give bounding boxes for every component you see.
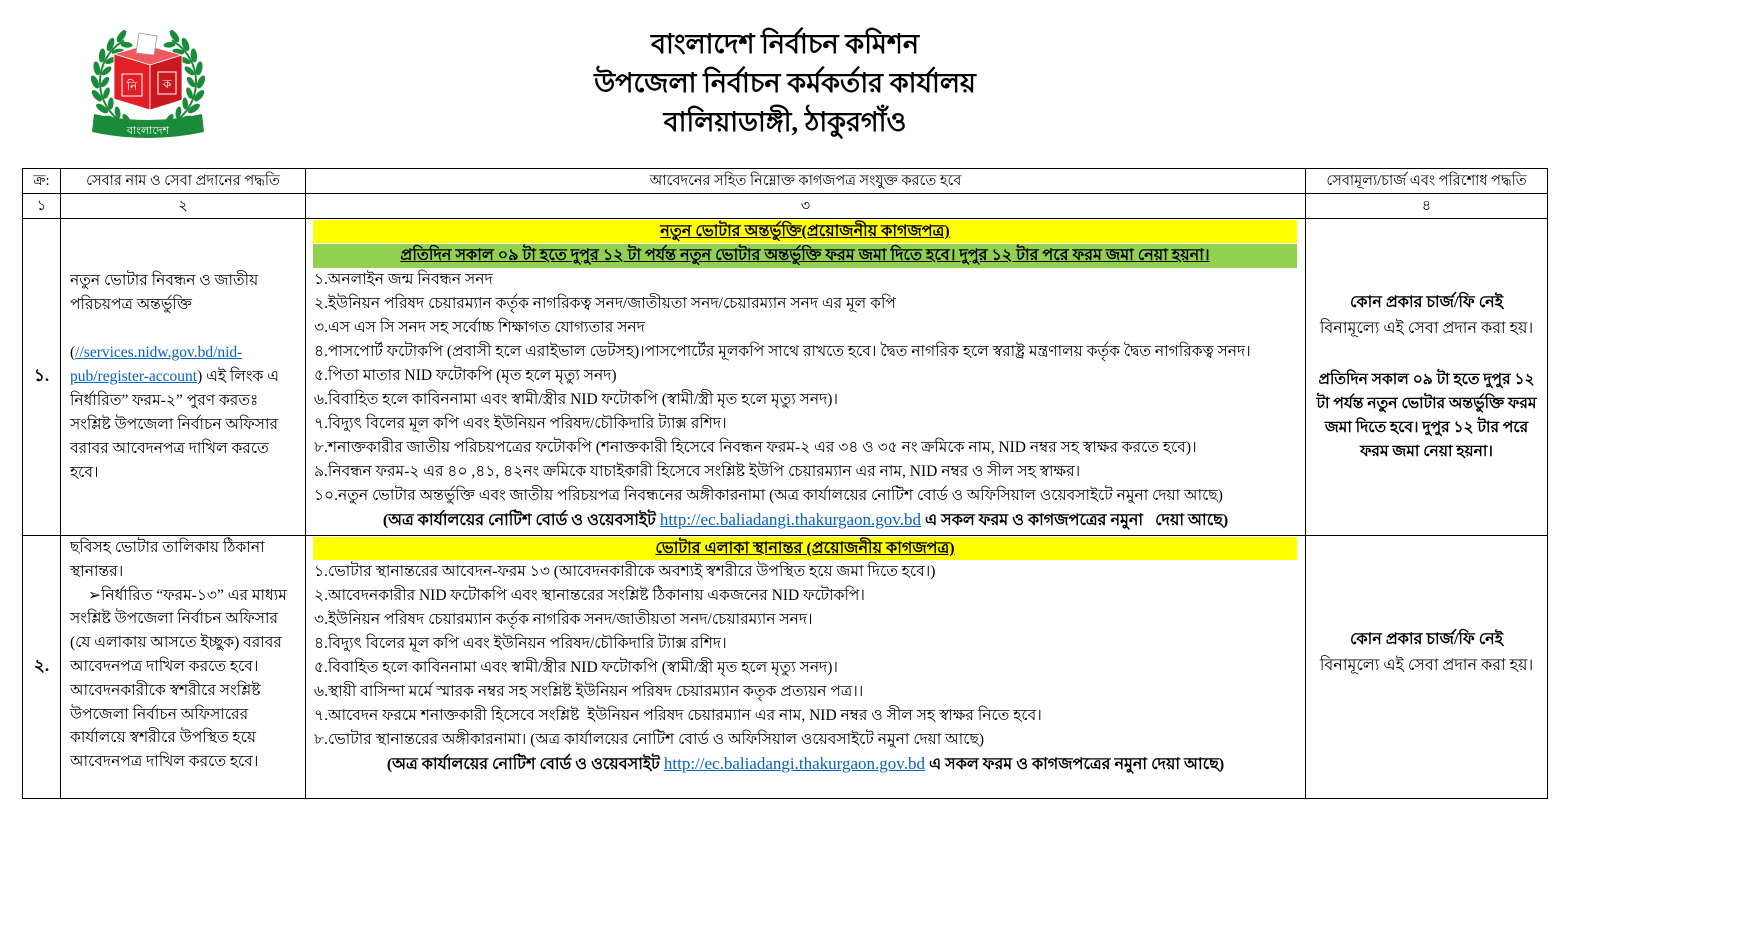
list-item: ১.ভোটার স্থানান্তরের আবেদন-ফরম ১৩ (আবেদনকারীকে অবশ্যই স্বশরীরে উপস্থিত হয়ে জমা দিতে হবে।) <box>314 563 936 580</box>
row-2-note-after: এ সকল ফরম ও কাগজপত্রের নমুনা দেয়া আছে) <box>924 756 1225 773</box>
logo-banner <box>92 114 204 138</box>
row-1-method-prefix: ( <box>70 344 76 361</box>
header-charge: সেবামূল্য/চার্জ এবং পরিশোধ পদ্ধতি <box>1306 169 1548 194</box>
logo-svg <box>78 22 218 142</box>
row-1-note-after: এ সকল ফরম ও কাগজপত্রের নমুনা দেয়া আছে) <box>920 512 1229 529</box>
row-1-documents-notice: প্রতিদিন সকাল ০৯ টা হতে দুপুর ১২ টা পর্যন্ত নতুন ভোটার অন্তর্ভুক্তি ফরম জমা দিতে হবে। দুপুর ১২ টার পরে ফরম জমা নেয়া হয়না। <box>313 244 1297 268</box>
row-1-service <box>61 219 306 536</box>
page-title-block <box>485 25 1085 142</box>
row-1-charge-text: বিনামূল্যে এই সেবা প্রদান করা হয়। <box>1319 320 1534 337</box>
arrow-bullet-icon: ➢ <box>88 585 101 604</box>
list-item: ৬.বিবাহিত হলে কাবিননামা এবং স্বামী/স্ত্রীর NID ফটোকপি (স্বামী/স্ত্রী মৃত হলে মৃত্যু সনদ)। <box>314 391 838 408</box>
column-number-1: ১ <box>23 194 61 219</box>
ballot-paper-icon <box>136 33 157 55</box>
list-item: ১০.নতুন ভোটার অন্তর্ভুক্তি এবং জাতীয় পরিচয়পত্র নিবন্ধনের অঙ্গীকারনামা (অত্র কার্যালয়ের নোটিশ বোর্ড ও অফিসিয়াল ওয়েবসাইটে নমুনা দেয়া আছে) <box>314 487 1223 504</box>
list-item: ৭.আবেদন ফরমে শনাক্তকারী হিসেবে সংশ্লিষ্ট ইউনিয়ন পরিষদ চেয়ারম্যান এর নাম, NID নম্বর ও সীল সহ স্বাক্ষর নিতে হবে। <box>314 707 1042 724</box>
list-item: ৫.পিতা মাতার NID ফটোকপি (মৃত হলে মৃত্যু সনদ) <box>314 367 617 384</box>
row-1-service-method <box>70 341 297 485</box>
list-item: ১.অনলাইন জন্ম নিবন্ধন সনদ <box>314 271 493 288</box>
logo-banner-text: বাংলাদেশ <box>126 124 170 137</box>
row-2-charge-title: কোন প্রকার চার্জ/ফি নেই <box>1349 631 1504 648</box>
row-1-charge-notice: প্রতিদিন সকাল ০৯ টা হতে দুপুর ১২ টা পর্যন্ত নতুন ভোটার অন্তর্ভুক্তি ফরম জমা দিতে হবে। দুপুর ১২ টার পরে ফরম জমা নেয়া হয়না। <box>1316 371 1537 460</box>
row-2-documents <box>306 536 1306 799</box>
list-item: ২.ইউনিয়ন পরিষদ চেয়ারম্যান কর্তৃক নাগরিকত্ব সনদ/জাতীয়তা সনদ/চেয়ারম্যান সনদ এর মূল কপি <box>314 295 896 312</box>
list-item: ৭.বিদ্যুৎ বিলের মূল কপি এবং ইউনিয়ন পরিষদ/চৌকিদারি ট্যাক্স রশিদ। <box>314 415 727 432</box>
title-commission: বাংলাদেশ নির্বাচন কমিশন <box>650 29 920 59</box>
row-1-service-name: নতুন ভোটার নিবন্ধন ও জাতীয় পরিচয়পত্র অন্তর্ভুক্তি <box>70 272 259 313</box>
row-2-documents-title: ভোটার এলাকা স্থানান্তর (প্রয়োজনীয় কাগজপত্র) <box>313 537 1297 560</box>
row-2-method-text: নির্ধারিত “ফরম-১৩” এর মাধ্যম সংশ্লিষ্ট উপজেলা নির্বাচন অফিসার (যে এলাকায় আসতে ইচ্ছুক) বরাবর আবেদনপত্র দাখিল করতে হবে। আবেদনকারীকে স্বশরীরে সংশ্লিষ্ট উপজেলা নির্বাচন অফিসারের কার্যালয়ে স্বশরীরে উপস্থিত হয়ে আবেদনপত্র দাখিল করতে হবে। <box>70 586 287 771</box>
list-item: ৪.পাসপোর্ট ফটোকপি (প্রবাসী হলে এরাইভাল ডেটসহ)।পাসপোর্টের মূলকপি সাথে রাখতে হবে। দ্বৈত নাগরিক হলে স্বরাষ্ট্র মন্ত্রণালয় কর্তৃক দ্বৈত নাগরিকত্ব সনদ। <box>314 343 1251 360</box>
row-1-documents-title: নতুন ভোটার অন্তর্ভুক্তি(প্রয়োজনীয় কাগজপত্র) <box>313 220 1297 243</box>
row-2-note-before: (অত্র কার্যালয়ের নোটিশ বোর্ড ও ওয়েবসাইট <box>386 756 664 773</box>
row-2-charge-text: বিনামূল্যে এই সেবা প্রদান করা হয়। <box>1319 657 1534 674</box>
row-1-method-text: ) এই লিংক এ নির্ধারিত” ফরম-২” পুরণ করতঃ সংশ্লিষ্ট উপজেলা নির্বাচন অফিসার বরাবর আবেদনপত্র দাখিল করতে হবে। <box>70 368 280 481</box>
row-2-service-method <box>70 584 297 774</box>
row-1-charge-title: কোন প্রকার চার্জ/ফি নেই <box>1349 294 1504 311</box>
column-number-4: ৪ <box>1306 194 1548 219</box>
header-documents: আবেদনের সহিত নিম্নোক্ত কাগজপত্র সংযুক্ত করতে হবে <box>306 169 1306 194</box>
row-2-serial <box>23 536 61 799</box>
list-item: ৪.বিদ্যুৎ বিলের মূল কপি এবং ইউনিয়ন পরিষদ/চৌকিদারি ট্যাক্স রশিদ। <box>314 635 727 652</box>
row-2-service <box>61 536 306 799</box>
row-1-charge <box>1306 219 1548 536</box>
row-2-website-note <box>306 752 1305 776</box>
list-item: ২.আবেদনকারীর NID ফটোকপি এবং স্থানান্তরের সংশ্লিষ্ট ঠিকানায় একজনের NID ফটোকপি। <box>314 587 865 604</box>
row-1-documents <box>306 219 1306 536</box>
list-item: ৩.ইউনিয়ন পরিষদ চেয়ারম্যান কর্তৃক নাগরিক সনদ/জাতীয়তা সনদ/চেয়ারম্যান সনদ। <box>314 611 813 628</box>
column-number-3: ৩ <box>306 194 1306 219</box>
list-item: ৩.এস এস সি সনদ সহ সর্বোচ্চ শিক্ষাগত যোগ্যতার সনদ <box>314 319 645 336</box>
row-2-serial-text: ২. <box>33 656 50 675</box>
row-1-website-note <box>306 508 1305 532</box>
title-office: উপজেলা নির্বাচন কর্মকর্তার কার্যালয় <box>594 68 976 98</box>
row-1-serial-text: ১. <box>33 366 50 385</box>
office-website-link[interactable]: http://ec.baliadangi.thakurgaon.gov.bd <box>663 754 925 773</box>
column-number-2: ২ <box>61 194 306 219</box>
row-2-service-name: ছবিসহ ভোটার তালিকায় ঠিকানা স্থানান্তর। <box>70 539 265 580</box>
list-item: ৯.নিবন্ধন ফরম-২ এর ৪০ ,৪১, ৪২নং ক্রমিকে যাচাইকারী হিসেবে সংশ্লিষ্ট ইউপি চেয়ারম্যান এর নাম, NID নম্বর ও সীল সহ স্বাক্ষর। <box>314 463 1081 480</box>
list-item: ৬.স্থায়ী বাসিন্দা মর্মে স্মারক নম্বর সহ সংশ্লিষ্ট ইউনিয়ন পরিষদ চেয়ারম্যান কতৃক প্রত্যয়ন পত্র।। <box>314 683 864 700</box>
office-website-link[interactable]: http://ec.baliadangi.thakurgaon.gov.bd <box>659 510 921 529</box>
row-1-note-before: (অত্র কার্যালয়ের নোটিশ বোর্ড ও ওয়েবসাইট <box>382 512 660 529</box>
header-service-name: সেবার নাম ও সেবা প্রদানের পদ্ধতি <box>61 169 306 194</box>
logo-letter-right: ক <box>162 77 172 91</box>
nid-register-link[interactable]: //services.nidw.gov.bd/nid-pub/register-account <box>70 344 243 385</box>
election-commission-logo <box>78 22 218 142</box>
list-item: ৮.শনাক্তকারীর জাতীয় পরিচয়পত্রের ফটোকপি (শনাক্তকারী হিসেবে নিবন্ধন ফরম-২ এর ৩৪ ও ৩৫ নং ক্রমিকে নাম, NID নম্বর সহ স্বাক্ষর করতে হবে)। <box>314 439 1197 456</box>
row-1-serial <box>23 219 61 536</box>
logo-letter-left: নি <box>126 79 138 93</box>
list-item: ৮.ভোটার স্থানান্তরের অঙ্গীকারনামা। (অত্র কার্যালয়ের নোটিশ বোর্ড ও অফিসিয়াল ওয়েবসাইটে নমুনা দেয়া আছে) <box>314 731 984 748</box>
header-serial: ক্র: <box>23 169 61 194</box>
title-location: বালিয়াডাঙ্গী, ঠাকুরগাঁও <box>663 107 907 137</box>
row-2-charge <box>1306 536 1548 799</box>
service-table <box>22 168 1548 799</box>
list-item: ৫.বিবাহিত হলে কাবিননামা এবং স্বামী/স্ত্রীর NID ফটোকপি (স্বামী/স্ত্রী মৃত হলে মৃত্যু সনদ)। <box>314 659 838 676</box>
